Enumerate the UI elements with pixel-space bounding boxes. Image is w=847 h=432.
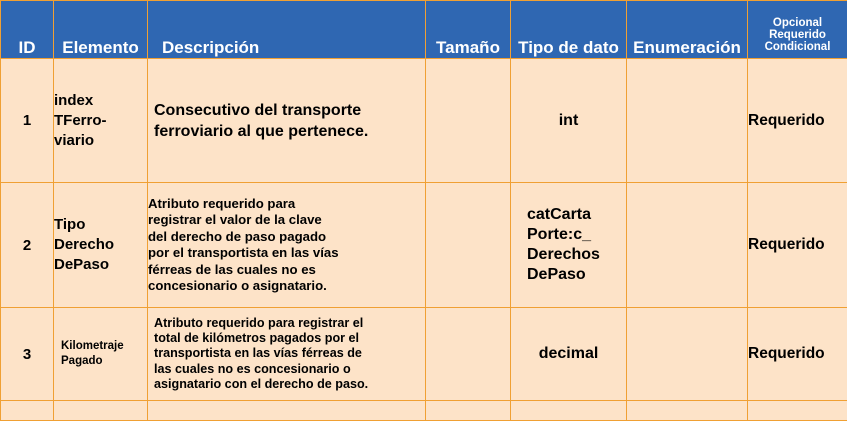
cell-condicion: Requerido bbox=[748, 308, 847, 401]
table-row bbox=[1, 308, 847, 401]
cell-elemento bbox=[54, 183, 148, 308]
cell-tamano bbox=[426, 59, 511, 183]
cell-line: las cuales no es concesionario o bbox=[154, 361, 351, 376]
cell-line: del derecho de paso pagado bbox=[148, 228, 327, 244]
header-enumeracion: Enumeración bbox=[627, 1, 748, 59]
cell-empty bbox=[148, 401, 426, 421]
header-elemento: Elemento bbox=[54, 1, 148, 59]
header-id: ID bbox=[1, 1, 54, 59]
cell-line: asignatario con el derecho de paso. bbox=[154, 376, 369, 391]
cell-line: Atributo requerido para bbox=[148, 195, 296, 211]
cell-empty bbox=[1, 401, 54, 421]
cell-elemento bbox=[54, 308, 148, 401]
header-descripcion: Descripción bbox=[148, 1, 426, 59]
cell-tipo-dato bbox=[511, 183, 627, 308]
cell-line: Atributo requerido para registrar el bbox=[154, 315, 364, 330]
cell-line: registrar el valor de la clave bbox=[148, 212, 322, 227]
cell-empty bbox=[511, 401, 627, 421]
cell-condicion: Requerido bbox=[748, 59, 847, 183]
header-row bbox=[1, 1, 847, 59]
cell-line: total de kilómetros pagados por el bbox=[154, 331, 360, 346]
cell-line: int bbox=[558, 111, 579, 129]
table-row-partial bbox=[1, 401, 847, 421]
cell-tipo-dato bbox=[511, 308, 627, 401]
table-row bbox=[1, 59, 847, 183]
cell-empty bbox=[748, 401, 847, 421]
cell-line: por el transportista en las vías bbox=[148, 245, 339, 260]
cell-empty bbox=[426, 401, 511, 421]
cell-line: Pagado bbox=[61, 355, 103, 367]
cell-line: Derecho bbox=[54, 236, 115, 253]
cell-line: viario bbox=[54, 131, 95, 149]
cell-line: TFerro- bbox=[54, 111, 107, 129]
cell-line: Kilometraje bbox=[61, 340, 124, 352]
cell-tamano bbox=[426, 183, 511, 308]
cell-line: Tipo bbox=[54, 216, 86, 233]
cell-enumeracion bbox=[627, 308, 748, 401]
cell-line: concesionario o asignatario. bbox=[148, 278, 327, 293]
cell-tamano bbox=[426, 308, 511, 401]
cell-condicion: Requerido bbox=[748, 183, 847, 308]
cell-line: transportista en las vías férreas de bbox=[154, 346, 362, 361]
cell-line: Derechos bbox=[527, 246, 600, 263]
cell-descripcion bbox=[148, 183, 426, 308]
cell-tipo-dato bbox=[511, 59, 627, 183]
cell-id: 3 bbox=[1, 308, 54, 401]
header-tamano: Tamaño bbox=[426, 1, 511, 59]
header-condicion-line: Opcional bbox=[772, 17, 823, 29]
cell-empty bbox=[627, 401, 748, 421]
header-condicion-line: Requerido bbox=[769, 29, 826, 41]
cell-line: catCarta bbox=[527, 206, 592, 223]
header-condicion bbox=[748, 1, 847, 59]
cell-line: férreas de las cuales no es bbox=[148, 261, 316, 277]
cell-enumeracion bbox=[627, 183, 748, 308]
cell-descripcion bbox=[148, 308, 426, 401]
cell-line: ferroviario al que pertenece. bbox=[154, 122, 369, 140]
cell-line: index bbox=[54, 91, 94, 109]
cell-id: 1 bbox=[1, 59, 54, 183]
cell-line: DePaso bbox=[54, 256, 110, 273]
cell-line: DePaso bbox=[527, 266, 586, 283]
cell-line: decimal bbox=[538, 345, 599, 362]
header-condicion-line: Condicional bbox=[764, 41, 831, 53]
cell-empty bbox=[54, 401, 148, 421]
cell-elemento bbox=[54, 59, 148, 183]
table-row bbox=[1, 183, 847, 308]
cell-enumeracion bbox=[627, 59, 748, 183]
cell-id: 2 bbox=[1, 183, 54, 308]
cell-line: Consecutivo del transporte bbox=[154, 101, 362, 119]
header-tipo-dato: Tipo de dato bbox=[511, 1, 627, 59]
cell-line: Porte:c_ bbox=[527, 226, 592, 243]
cell-descripcion bbox=[148, 59, 426, 183]
